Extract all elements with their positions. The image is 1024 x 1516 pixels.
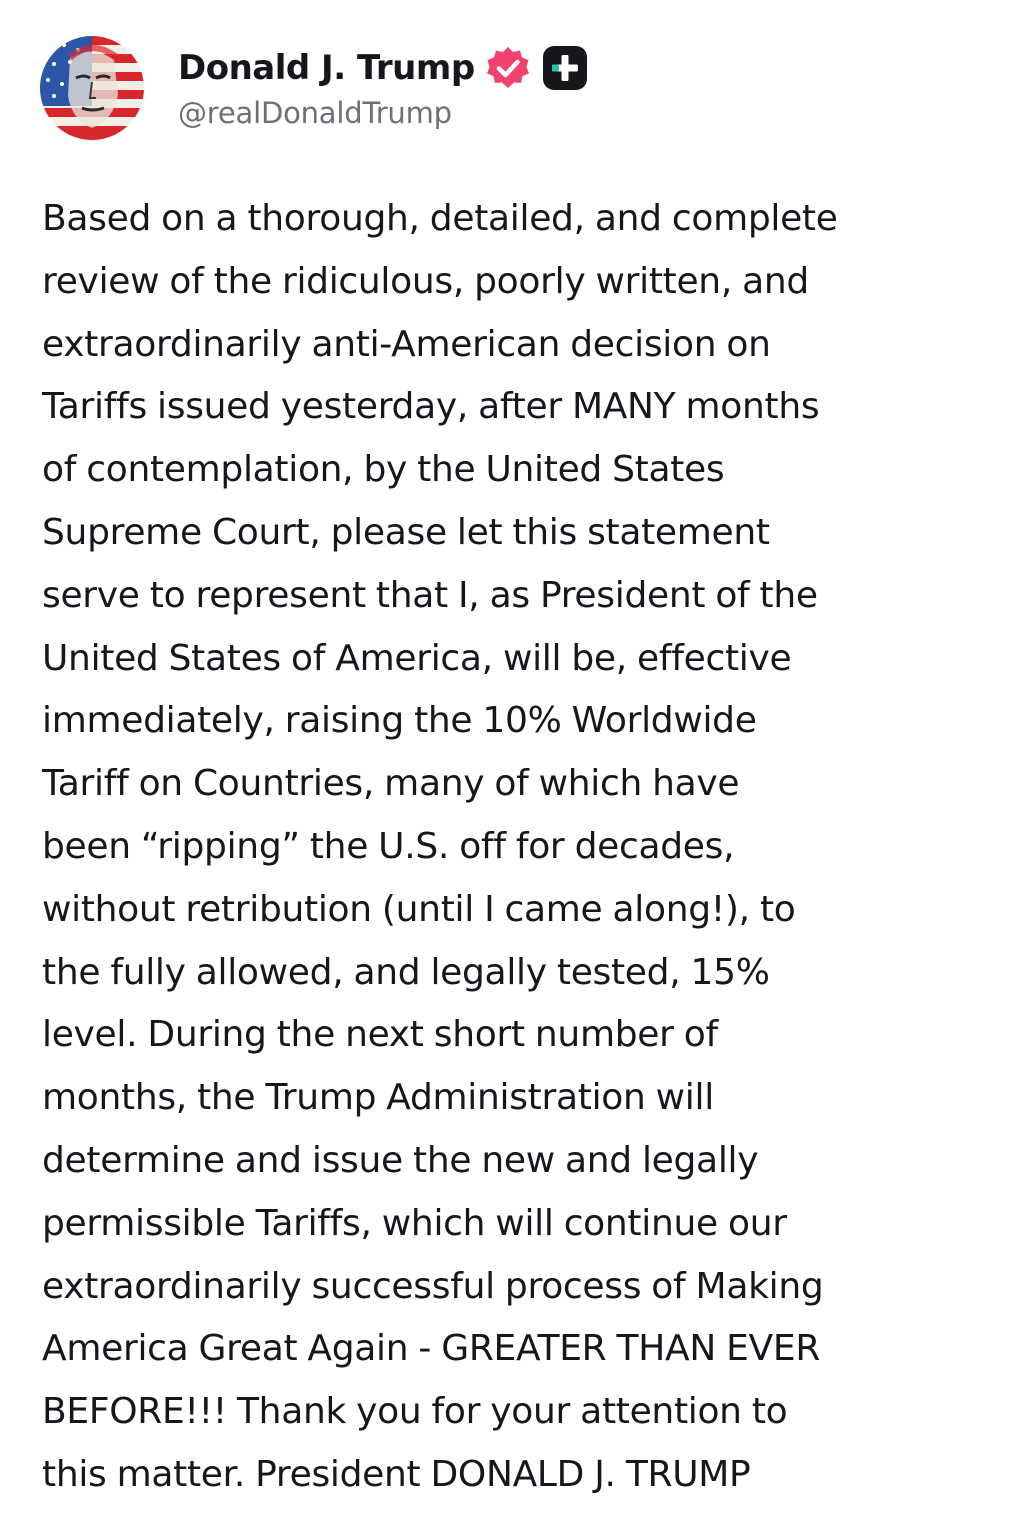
author-identity [178, 40, 589, 130]
flag-portrait-avatar-icon [40, 36, 144, 140]
post-text-line: Tariffs issued yesterday, after MANY months [42, 386, 820, 428]
post-text-line: permissible Tariffs, which will continue our [42, 1202, 787, 1244]
post-text-line: Supreme Court, please let this statement [42, 511, 770, 553]
post-text-line: without retribution (until I came along!), to [42, 888, 796, 930]
post-text-line: determine and issue the new and legally [42, 1139, 759, 1181]
verified-badge-icon [485, 45, 531, 91]
post-text-line: United States of America, will be, effective [42, 637, 792, 679]
handle[interactable]: @realDonaldTrump [178, 96, 452, 130]
post-text-line: months, the Trump Administration will [42, 1077, 714, 1119]
name-row [178, 40, 589, 96]
post-text-line: review of the ridiculous, poorly written, and [42, 260, 809, 302]
post-header [40, 36, 589, 144]
post-text [42, 188, 992, 1507]
post-text-line: serve to represent that I, as President of the [42, 574, 818, 616]
post-text-line: this matter. President DONALD J. TRUMP [42, 1453, 751, 1495]
avatar[interactable] [40, 36, 144, 140]
post-text-line: immediately, raising the 10% Worldwide [42, 700, 757, 742]
post-text-line: level. During the next short number of [42, 1014, 718, 1056]
plus-badge-icon [541, 44, 589, 92]
post-text-line: been “ripping” the U.S. off for decades, [42, 825, 735, 867]
post-text-line: America Great Again - GREATER THAN EVER [42, 1328, 821, 1370]
post-text-line: extraordinarily anti-American decision on [42, 323, 771, 365]
post-text-line: of contemplation, by the United States [42, 449, 725, 491]
post-text-line: the fully allowed, and legally tested, 15% [42, 951, 770, 993]
post-text-line: Tariff on Countries, many of which have [42, 763, 740, 805]
post-text-line: BEFORE!!! Thank you for your attention to [42, 1391, 788, 1433]
post-text-line: extraordinarily successful process of Making [42, 1265, 824, 1307]
display-name[interactable]: Donald J. Trump [178, 48, 475, 88]
post-text-line: Based on a thorough, detailed, and complete [42, 198, 838, 239]
